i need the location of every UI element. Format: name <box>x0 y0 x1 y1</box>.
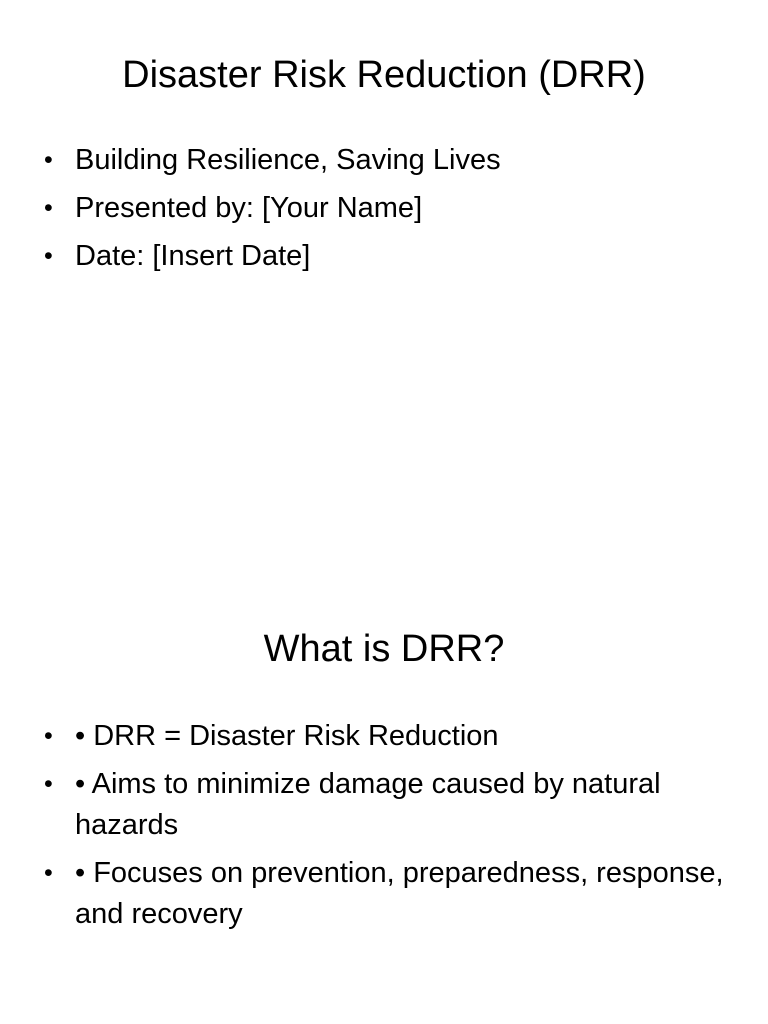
bullet-list <box>44 140 724 284</box>
bullet-text: • Focuses on prevention, preparedness, response, and recovery <box>75 857 724 930</box>
bullet-text: Presented by: [Your Name] <box>75 192 423 224</box>
bullet-text: • Aims to minimize damage caused by natural hazards <box>75 768 661 841</box>
bullet-item <box>44 188 724 229</box>
bullet-list <box>44 716 724 942</box>
slide-title: What is DRR? <box>263 628 505 670</box>
bullet-item <box>44 236 724 277</box>
bullet-dot: • <box>44 722 53 750</box>
slide-title: Disaster Risk Reduction (DRR) <box>122 54 646 96</box>
bullet-text: • DRR = Disaster Risk Reduction <box>75 720 499 752</box>
bullet-dot: • <box>44 242 53 270</box>
bullet-item <box>44 764 724 846</box>
bullet-item <box>44 853 724 935</box>
bullet-item <box>44 716 724 757</box>
bullet-dot: • <box>44 770 53 798</box>
bullet-dot: • <box>44 146 53 174</box>
bullet-dot: • <box>44 859 53 887</box>
bullet-text: Building Resilience, Saving Lives <box>75 144 501 176</box>
bullet-dot: • <box>44 194 53 222</box>
definition-slide <box>0 576 768 1024</box>
bullet-text: Date: [Insert Date] <box>75 240 311 272</box>
bullet-item <box>44 140 724 181</box>
